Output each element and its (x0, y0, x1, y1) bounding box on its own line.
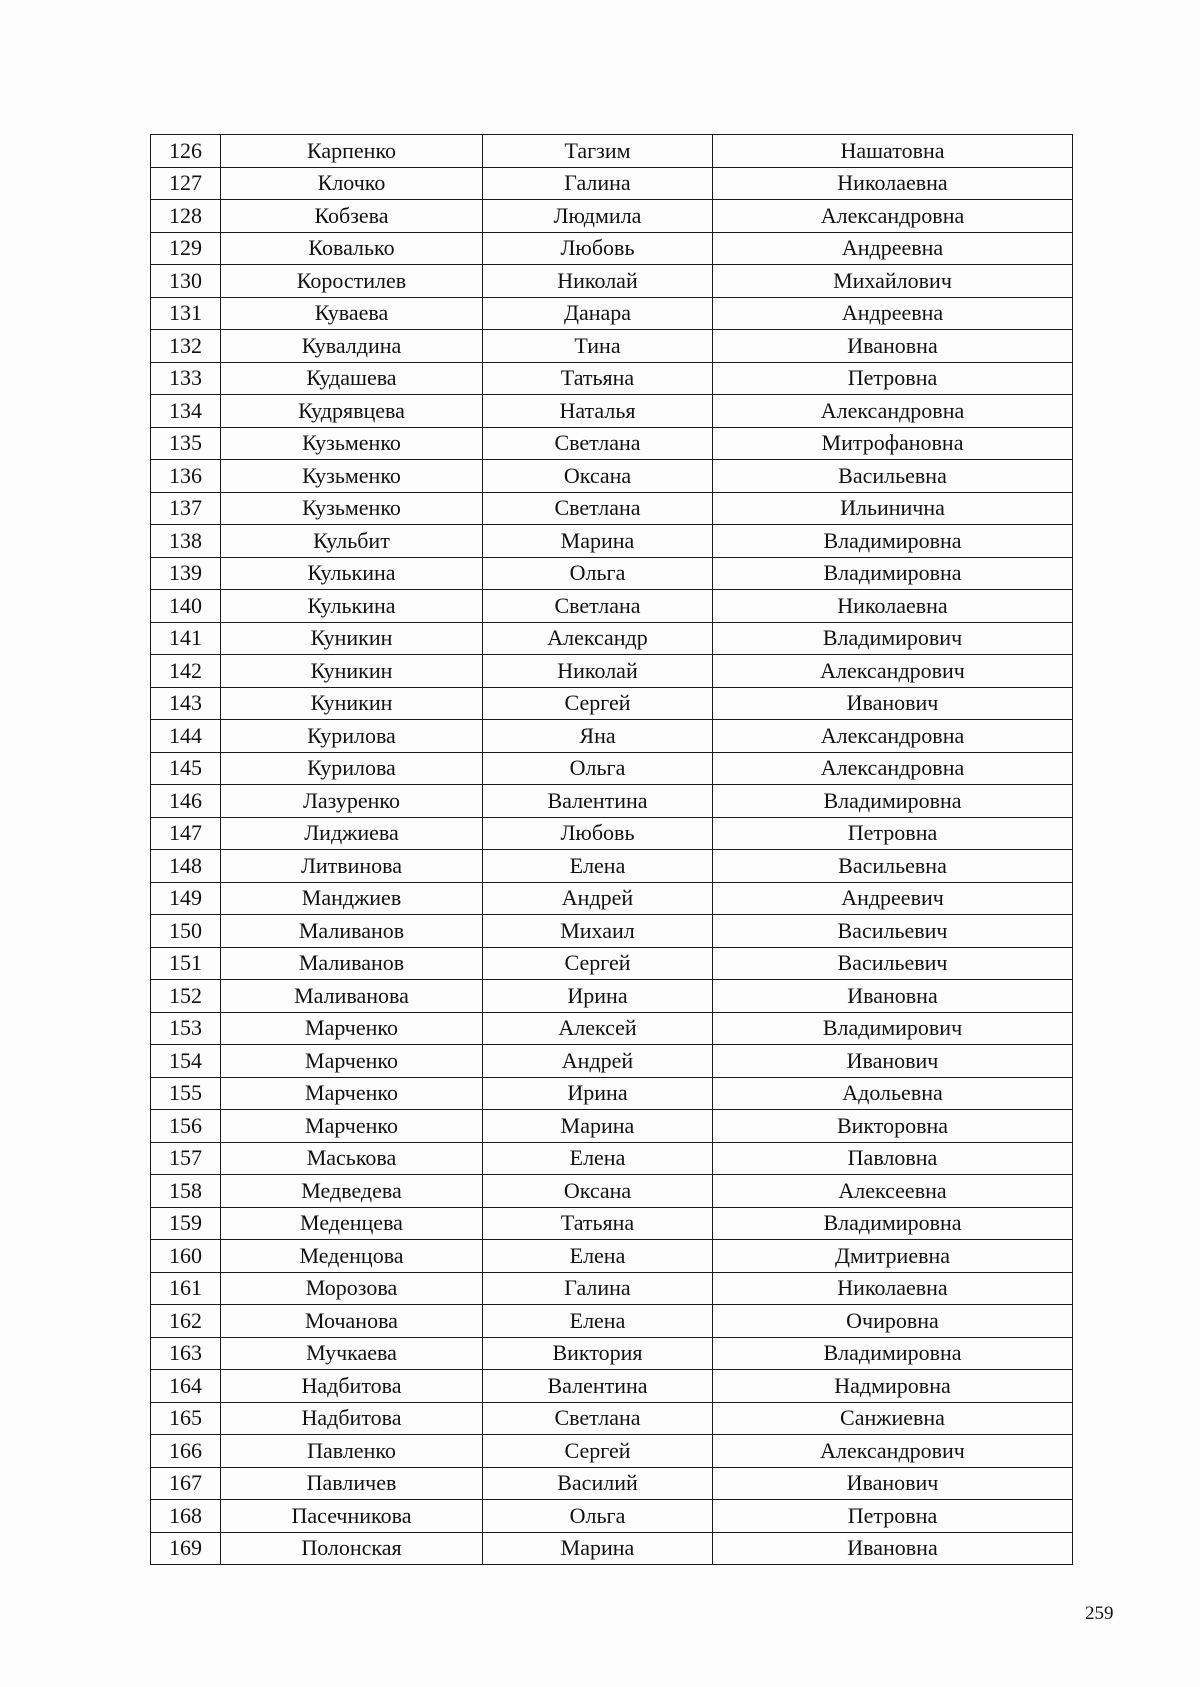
table-row (151, 882, 1073, 915)
patronymic-cell: Иванович (713, 1045, 1073, 1078)
page-number: 259 (1085, 1603, 1114, 1624)
surname-cell: Медведева (221, 1175, 483, 1208)
table-row (151, 525, 1073, 558)
row-number-cell: 128 (151, 200, 221, 233)
first-name-cell: Яна (483, 720, 713, 753)
patronymic-cell: Александровна (713, 395, 1073, 428)
first-name-cell: Тина (483, 330, 713, 363)
first-name-cell: Татьяна (483, 1207, 713, 1240)
surname-cell: Надбитова (221, 1370, 483, 1403)
surname-cell: Кувалдина (221, 330, 483, 363)
table-row (151, 590, 1073, 623)
patronymic-cell: Павловна (713, 1142, 1073, 1175)
surname-cell: Маливанов (221, 947, 483, 980)
patronymic-cell: Андреевна (713, 297, 1073, 330)
patronymic-cell: Нашатовна (713, 135, 1073, 168)
patronymic-cell: Владимирович (713, 1012, 1073, 1045)
patronymic-cell: Андреевич (713, 882, 1073, 915)
row-number-cell: 131 (151, 297, 221, 330)
row-number-cell: 147 (151, 817, 221, 850)
table-row (151, 557, 1073, 590)
table-row (151, 427, 1073, 460)
first-name-cell: Светлана (483, 1402, 713, 1435)
row-number-cell: 158 (151, 1175, 221, 1208)
row-number-cell: 160 (151, 1240, 221, 1273)
row-number-cell: 141 (151, 622, 221, 655)
row-number-cell: 149 (151, 882, 221, 915)
patronymic-cell: Ивановна (713, 1532, 1073, 1565)
table-row (151, 655, 1073, 688)
first-name-cell: Ирина (483, 980, 713, 1013)
surname-cell: Ковалько (221, 232, 483, 265)
table-row (151, 1012, 1073, 1045)
surname-cell: Кузьменко (221, 460, 483, 493)
surname-cell: Лиджиева (221, 817, 483, 850)
row-number-cell: 159 (151, 1207, 221, 1240)
patronymic-cell: Викторовна (713, 1110, 1073, 1143)
patronymic-cell: Александровна (713, 752, 1073, 785)
patronymic-cell: Васильевна (713, 850, 1073, 883)
row-number-cell: 161 (151, 1272, 221, 1305)
surname-cell: Марченко (221, 1110, 483, 1143)
first-name-cell: Любовь (483, 817, 713, 850)
table-row (151, 785, 1073, 818)
row-number-cell: 163 (151, 1337, 221, 1370)
table-row (151, 1305, 1073, 1338)
patronymic-cell: Очировна (713, 1305, 1073, 1338)
first-name-cell: Елена (483, 1240, 713, 1273)
first-name-cell: Татьяна (483, 362, 713, 395)
table-row (151, 947, 1073, 980)
row-number-cell: 127 (151, 167, 221, 200)
row-number-cell: 130 (151, 265, 221, 298)
surname-cell: Кулькина (221, 557, 483, 590)
table-row (151, 1175, 1073, 1208)
first-name-cell: Николай (483, 655, 713, 688)
patronymic-cell: Владимировна (713, 1207, 1073, 1240)
patronymic-cell: Митрофановна (713, 427, 1073, 460)
surname-cell: Лазуренко (221, 785, 483, 818)
patronymic-cell: Николаевна (713, 167, 1073, 200)
first-name-cell: Василий (483, 1467, 713, 1500)
surname-cell: Маливанов (221, 915, 483, 948)
surname-cell: Полонская (221, 1532, 483, 1565)
table-row (151, 135, 1073, 168)
first-name-cell: Николай (483, 265, 713, 298)
surname-cell: Кулькина (221, 590, 483, 623)
first-name-cell: Оксана (483, 1175, 713, 1208)
table-row (151, 1467, 1073, 1500)
first-name-cell: Елена (483, 1305, 713, 1338)
row-number-cell: 144 (151, 720, 221, 753)
surname-cell: Литвинова (221, 850, 483, 883)
surname-cell: Кудашева (221, 362, 483, 395)
table-row (151, 915, 1073, 948)
first-name-cell: Людмила (483, 200, 713, 233)
table-row (151, 1500, 1073, 1533)
patronymic-cell: Андреевна (713, 232, 1073, 265)
first-name-cell: Андрей (483, 1045, 713, 1078)
patronymic-cell: Михайлович (713, 265, 1073, 298)
patronymic-cell: Петровна (713, 362, 1073, 395)
table-row (151, 1142, 1073, 1175)
first-name-cell: Ирина (483, 1077, 713, 1110)
table-row (151, 817, 1073, 850)
row-number-cell: 129 (151, 232, 221, 265)
table-row (151, 1045, 1073, 1078)
surname-cell: Морозова (221, 1272, 483, 1305)
table-row (151, 980, 1073, 1013)
row-number-cell: 168 (151, 1500, 221, 1533)
table-row (151, 200, 1073, 233)
row-number-cell: 157 (151, 1142, 221, 1175)
row-number-cell: 167 (151, 1467, 221, 1500)
row-number-cell: 133 (151, 362, 221, 395)
patronymic-cell: Адольевна (713, 1077, 1073, 1110)
row-number-cell: 126 (151, 135, 221, 168)
patronymic-cell: Иванович (713, 687, 1073, 720)
patronymic-cell: Александровна (713, 720, 1073, 753)
first-name-cell: Галина (483, 1272, 713, 1305)
table-row (151, 1077, 1073, 1110)
first-name-cell: Виктория (483, 1337, 713, 1370)
patronymic-cell: Владимировна (713, 1337, 1073, 1370)
table-row (151, 232, 1073, 265)
first-name-cell: Галина (483, 167, 713, 200)
table-row (151, 687, 1073, 720)
row-number-cell: 154 (151, 1045, 221, 1078)
row-number-cell: 165 (151, 1402, 221, 1435)
patronymic-cell: Дмитриевна (713, 1240, 1073, 1273)
first-name-cell: Марина (483, 1532, 713, 1565)
first-name-cell: Сергей (483, 1435, 713, 1468)
first-name-cell: Ольга (483, 752, 713, 785)
patronymic-cell: Николаевна (713, 590, 1073, 623)
table-row (151, 1272, 1073, 1305)
first-name-cell: Андрей (483, 882, 713, 915)
table-row (151, 330, 1073, 363)
first-name-cell: Сергей (483, 687, 713, 720)
roster-table-body (151, 135, 1073, 1565)
row-number-cell: 162 (151, 1305, 221, 1338)
first-name-cell: Светлана (483, 427, 713, 460)
table-row (151, 1532, 1073, 1565)
surname-cell: Куникин (221, 622, 483, 655)
surname-cell: Манджиев (221, 882, 483, 915)
patronymic-cell: Владимировна (713, 557, 1073, 590)
row-number-cell: 132 (151, 330, 221, 363)
surname-cell: Куникин (221, 687, 483, 720)
table-row (151, 167, 1073, 200)
table-row (151, 850, 1073, 883)
patronymic-cell: Александрович (713, 1435, 1073, 1468)
table-row (151, 720, 1073, 753)
surname-cell: Курилова (221, 752, 483, 785)
first-name-cell: Сергей (483, 947, 713, 980)
patronymic-cell: Владимирович (713, 622, 1073, 655)
patronymic-cell: Александрович (713, 655, 1073, 688)
patronymic-cell: Васильевна (713, 460, 1073, 493)
row-number-cell: 151 (151, 947, 221, 980)
table-row (151, 1110, 1073, 1143)
surname-cell: Мочанова (221, 1305, 483, 1338)
row-number-cell: 164 (151, 1370, 221, 1403)
table-row (151, 297, 1073, 330)
surname-cell: Куникин (221, 655, 483, 688)
table-row (151, 1435, 1073, 1468)
surname-cell: Маськова (221, 1142, 483, 1175)
surname-cell: Карпенко (221, 135, 483, 168)
surname-cell: Коростилев (221, 265, 483, 298)
first-name-cell: Валентина (483, 1370, 713, 1403)
patronymic-cell: Васильевич (713, 915, 1073, 948)
first-name-cell: Михаил (483, 915, 713, 948)
first-name-cell: Ольга (483, 1500, 713, 1533)
row-number-cell: 152 (151, 980, 221, 1013)
table-row (151, 395, 1073, 428)
first-name-cell: Марина (483, 1110, 713, 1143)
row-number-cell: 148 (151, 850, 221, 883)
patronymic-cell: Александровна (713, 200, 1073, 233)
first-name-cell: Оксана (483, 460, 713, 493)
surname-cell: Курилова (221, 720, 483, 753)
first-name-cell: Ольга (483, 557, 713, 590)
row-number-cell: 143 (151, 687, 221, 720)
first-name-cell: Светлана (483, 492, 713, 525)
first-name-cell: Наталья (483, 395, 713, 428)
surname-cell: Клочко (221, 167, 483, 200)
surname-cell: Меденцова (221, 1240, 483, 1273)
surname-cell: Пасечникова (221, 1500, 483, 1533)
patronymic-cell: Петровна (713, 1500, 1073, 1533)
surname-cell: Марченко (221, 1012, 483, 1045)
table-row (151, 265, 1073, 298)
row-number-cell: 140 (151, 590, 221, 623)
patronymic-cell: Санжиевна (713, 1402, 1073, 1435)
surname-cell: Меденцева (221, 1207, 483, 1240)
table-row (151, 1337, 1073, 1370)
first-name-cell: Любовь (483, 232, 713, 265)
first-name-cell: Светлана (483, 590, 713, 623)
surname-cell: Павличев (221, 1467, 483, 1500)
row-number-cell: 136 (151, 460, 221, 493)
row-number-cell: 139 (151, 557, 221, 590)
surname-cell: Кудрявцева (221, 395, 483, 428)
roster-table (150, 134, 1073, 1565)
row-number-cell: 156 (151, 1110, 221, 1143)
row-number-cell: 153 (151, 1012, 221, 1045)
first-name-cell: Валентина (483, 785, 713, 818)
patronymic-cell: Васильевич (713, 947, 1073, 980)
first-name-cell: Алексей (483, 1012, 713, 1045)
table-row (151, 752, 1073, 785)
first-name-cell: Александр (483, 622, 713, 655)
row-number-cell: 142 (151, 655, 221, 688)
table-row (151, 622, 1073, 655)
row-number-cell: 150 (151, 915, 221, 948)
surname-cell: Павленко (221, 1435, 483, 1468)
surname-cell: Куваева (221, 297, 483, 330)
row-number-cell: 145 (151, 752, 221, 785)
surname-cell: Маливанова (221, 980, 483, 1013)
surname-cell: Кобзева (221, 200, 483, 233)
row-number-cell: 166 (151, 1435, 221, 1468)
table-row (151, 1240, 1073, 1273)
patronymic-cell: Владимировна (713, 785, 1073, 818)
first-name-cell: Елена (483, 850, 713, 883)
patronymic-cell: Николаевна (713, 1272, 1073, 1305)
table-row (151, 362, 1073, 395)
patronymic-cell: Надмировна (713, 1370, 1073, 1403)
row-number-cell: 135 (151, 427, 221, 460)
patronymic-cell: Ивановна (713, 330, 1073, 363)
table-row (151, 1207, 1073, 1240)
row-number-cell: 134 (151, 395, 221, 428)
patronymic-cell: Алексеевна (713, 1175, 1073, 1208)
patronymic-cell: Петровна (713, 817, 1073, 850)
surname-cell: Кузьменко (221, 427, 483, 460)
first-name-cell: Тагзим (483, 135, 713, 168)
surname-cell: Мучкаева (221, 1337, 483, 1370)
patronymic-cell: Ильинична (713, 492, 1073, 525)
surname-cell: Надбитова (221, 1402, 483, 1435)
patronymic-cell: Ивановна (713, 980, 1073, 1013)
first-name-cell: Елена (483, 1142, 713, 1175)
row-number-cell: 146 (151, 785, 221, 818)
row-number-cell: 169 (151, 1532, 221, 1565)
table-row (151, 460, 1073, 493)
first-name-cell: Данара (483, 297, 713, 330)
patronymic-cell: Иванович (713, 1467, 1073, 1500)
surname-cell: Кульбит (221, 525, 483, 558)
row-number-cell: 155 (151, 1077, 221, 1110)
table-row (151, 1402, 1073, 1435)
table-row (151, 492, 1073, 525)
surname-cell: Кузьменко (221, 492, 483, 525)
row-number-cell: 137 (151, 492, 221, 525)
table-row (151, 1370, 1073, 1403)
surname-cell: Марченко (221, 1045, 483, 1078)
row-number-cell: 138 (151, 525, 221, 558)
surname-cell: Марченко (221, 1077, 483, 1110)
first-name-cell: Марина (483, 525, 713, 558)
patronymic-cell: Владимировна (713, 525, 1073, 558)
